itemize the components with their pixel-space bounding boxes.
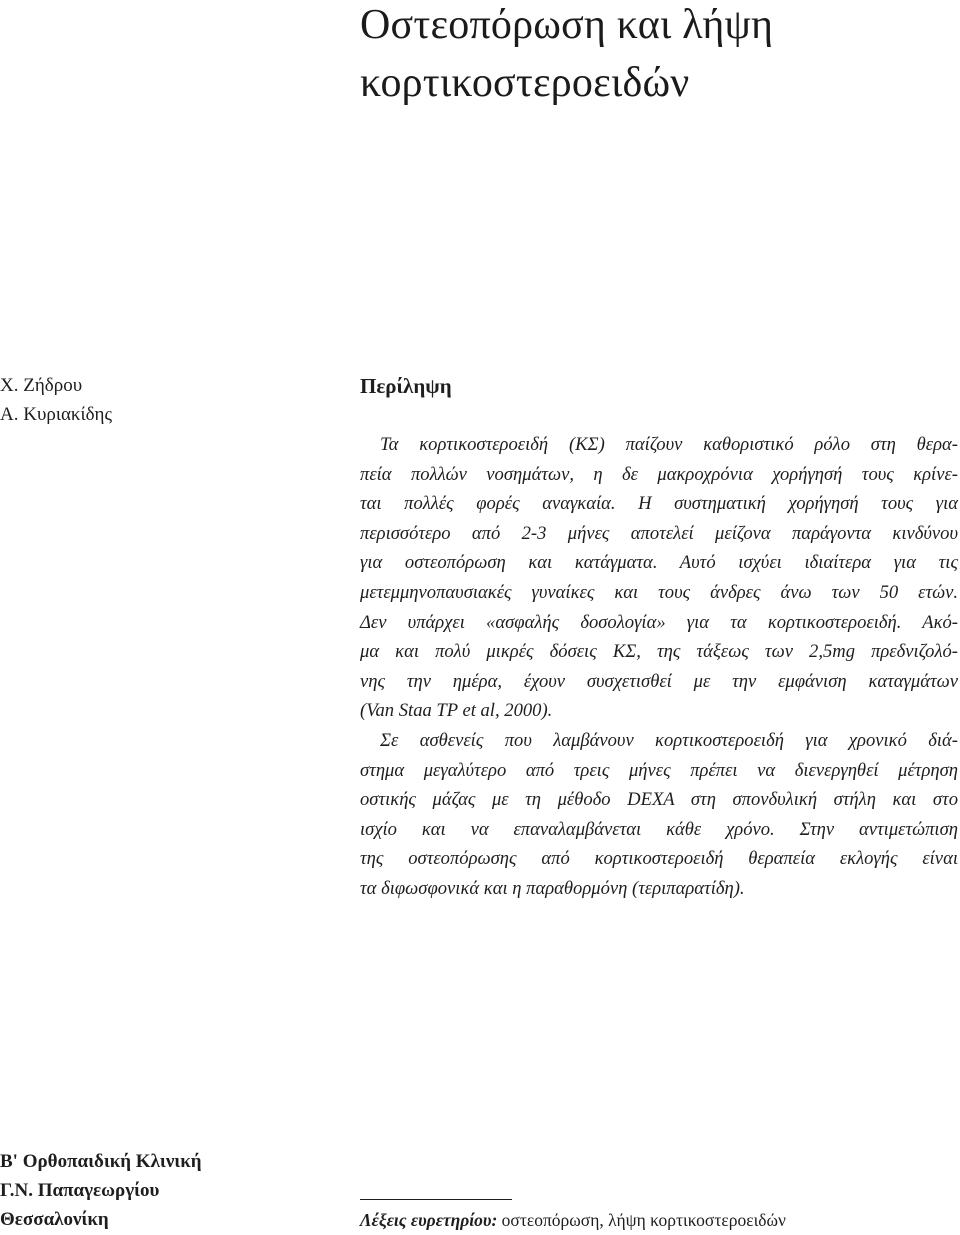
- abstract-line: περισσότερο από 2-3 μήνες αποτελεί μείζονα παράγοντα κινδύνου: [360, 522, 958, 544]
- abstract-line: της οστεοπόρωσης από κορτικοστεροειδή θεραπεία εκλογής είναι: [360, 848, 958, 870]
- abstract-line: νης την ημέρα, έχουν συσχετισθεί με την εμφάνιση καταγμάτων: [360, 670, 958, 692]
- author-name: Χ. Ζήδρου: [0, 375, 83, 396]
- abstract-line: Δεν υπάρχει «ασφαλής δοσολογία» για τα κορτικοστεροειδή. Ακό-: [360, 611, 958, 633]
- abstract-line: στημα μεγαλύτερο από τρεις μήνες πρέπει να διενεργηθεί μέτρηση: [360, 759, 958, 781]
- affiliation-line: Γ.Ν. Παπαγεωργίου: [0, 1180, 160, 1201]
- abstract-line: τα διφωσφονικά και η παραθορμόνη (τεριπαρατίδη).: [360, 877, 745, 899]
- affiliation-line: Β' Ορθοπαιδική Κλινική: [0, 1151, 202, 1172]
- abstract-line: μετεμμηνοπαυσιακές γυναίκες και τους άνδρες άνω των 50 ετών.: [360, 581, 958, 603]
- author-name: Α. Κυριακίδης: [0, 404, 112, 425]
- abstract-body: [360, 430, 958, 904]
- abstract-line: Τα κορτικοστεροειδή (ΚΣ) παίζουν καθοριστικό ρόλο στη θερα-: [380, 434, 958, 455]
- abstract-line: για οστεοπόρωση και κατάγματα. Αυτό ισχύει ιδιαίτερα για τις: [360, 552, 958, 574]
- abstract-line: ισχίο και να επαναλαμβάνεται κάθε χρόνο. Στην αντιμετώπιση: [360, 818, 958, 840]
- title-line-1: Οστεοπόρωση και λήψη: [360, 2, 774, 48]
- abstract-line: πεία πολλών νοσημάτων, η δε μακροχρόνια χορήγησή τους κρίνε-: [360, 463, 958, 485]
- author-list: [0, 371, 112, 429]
- abstract-line: μα και πολύ μικρές δόσεις ΚΣ, της τάξεως των 2,5mg πρεδνιζολό-: [360, 641, 958, 663]
- affiliation-line: Θεσσαλονίκη: [0, 1209, 109, 1230]
- title-line-2: κορτικοστεροειδών: [360, 60, 690, 106]
- abstract-line: ται πολλές φορές αναγκαία. Η συστηματική χορήγησή τους για: [360, 493, 958, 515]
- abstract-heading: Περίληψη: [360, 374, 452, 398]
- article-title: [360, 0, 950, 112]
- abstract-line: (Van Staa TP et al, 2000).: [360, 700, 553, 722]
- abstract-line: Σε ασθενείς που λαμβάνουν κορτικοστεροειδή για χρονικό διά-: [380, 729, 958, 751]
- keywords-label: Λέξεις ευρετηρίου:: [360, 1210, 498, 1230]
- affiliation: [0, 1147, 202, 1234]
- footnote-divider: [360, 1199, 512, 1200]
- keywords-value: οστεοπόρωση, λήψη κορτικοστεροειδών: [497, 1210, 786, 1230]
- abstract-line: οστικής μάζας με τη μέθοδο DEXA στη σπονδυλική στήλη και στο: [360, 789, 958, 811]
- keywords: [360, 1207, 786, 1233]
